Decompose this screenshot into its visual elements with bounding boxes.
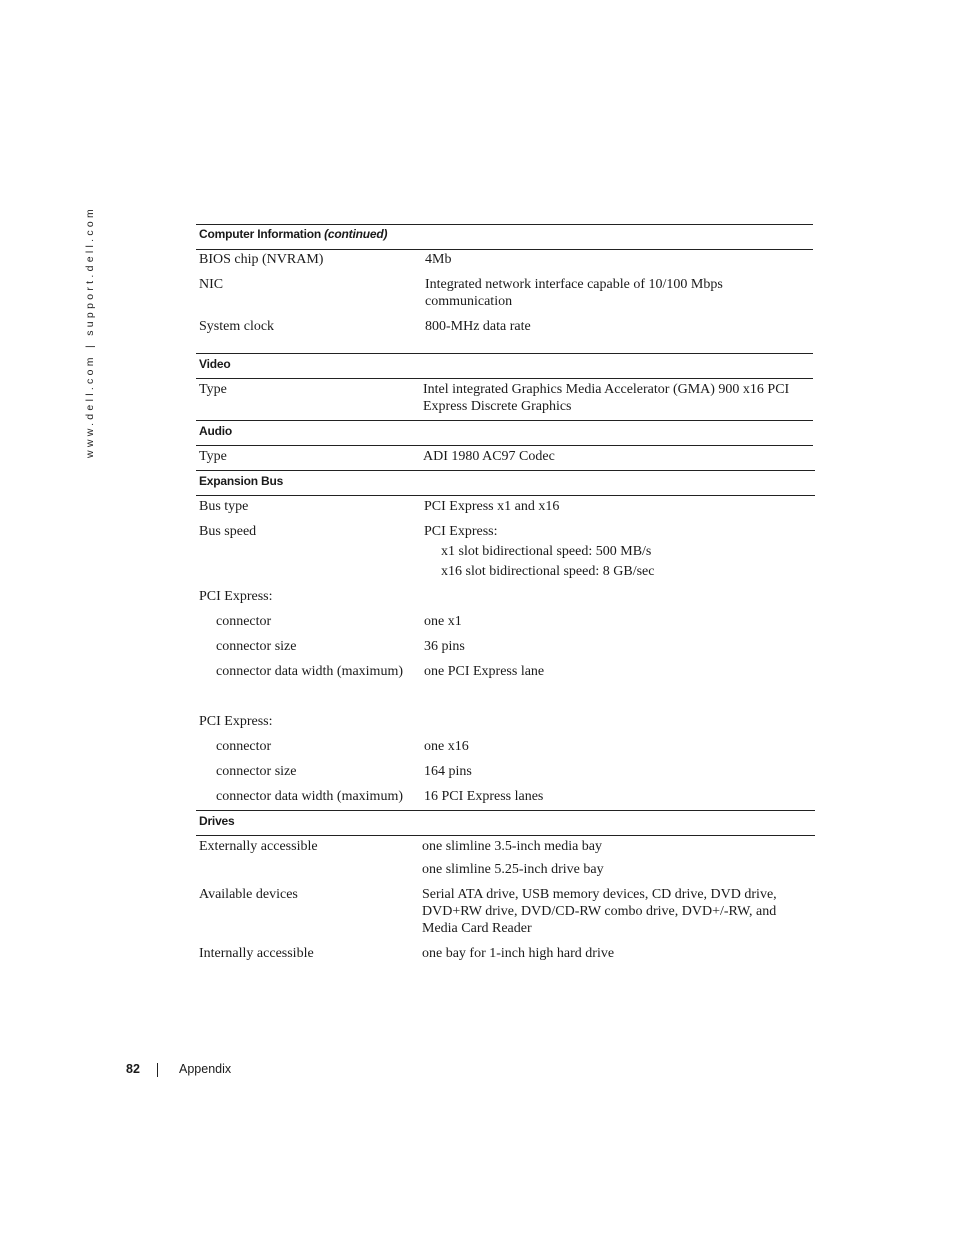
footer-title: Appendix [179,1062,232,1076]
row-value: Integrated network interface capable of 10/100 Mbps [425,277,723,292]
row-label: connector data width (maximum) [216,664,403,679]
row-label: connector size [216,764,297,779]
row-label: connector size [216,639,297,654]
row-value: Media Card Reader [422,921,532,936]
row-label: Bus type [199,499,249,514]
row-label: Type [199,449,227,464]
row-value: one PCI Express lane [424,664,545,679]
row-value: one x16 [424,739,469,754]
row-label: Internally accessible [199,946,314,961]
divider [196,378,813,379]
divider [196,420,813,421]
divider [196,249,813,250]
divider [196,353,813,354]
row-label: Bus speed [199,524,257,539]
row-value: 800-MHz data rate [425,319,531,334]
section-title-drives: Drives [199,814,235,828]
row-label: connector [216,739,272,754]
group-label: PCI Express: [199,714,273,729]
group-label: PCI Express: [199,589,273,604]
row-value: one slimline 3.5-inch media bay [422,839,603,854]
page-number: 82 [126,1062,140,1076]
row-label: Type [199,382,227,397]
row-sub-value: x1 slot bidirectional speed: 500 MB/s [441,544,652,559]
divider [196,445,813,446]
section-title-audio: Audio [199,424,232,438]
continued-label: (continued) [324,227,388,241]
row-value: PCI Express x1 and x16 [424,499,560,514]
row-value: Intel integrated Graphics Media Accelerator (GMA) 900 x16 PCI [423,382,790,397]
row-sub-value: x16 slot bidirectional speed: 8 GB/sec [441,564,655,579]
row-value: 36 pins [424,639,465,654]
row-value: 16 PCI Express lanes [424,789,544,804]
divider [196,495,815,496]
footer-separator [157,1063,158,1077]
row-value: Serial ATA drive, USB memory devices, CD drive, DVD drive, [422,887,777,902]
row-value: Express Discrete Graphics [423,399,572,414]
row-value: one x1 [424,614,462,629]
row-value: one slimline 5.25-inch drive bay [422,862,604,877]
section-title-computer-info: Computer Information (continued) [199,227,388,241]
row-value: 4Mb [425,252,452,267]
row-label: connector [216,614,272,629]
row-value: one bay for 1-inch high hard drive [422,946,615,961]
divider [196,470,815,471]
row-label: BIOS chip (NVRAM) [199,252,324,267]
row-value: DVD+RW drive, DVD/CD-RW combo drive, DVD+/-RW, and [422,904,777,919]
side-url: www.dell.com | support.dell.com [84,205,96,458]
row-value: 164 pins [424,764,472,779]
row-label: System clock [199,319,275,334]
row-label: NIC [199,277,224,292]
divider [196,224,813,225]
section-title-video: Video [199,357,231,371]
section-title-expansion-bus: Expansion Bus [199,474,284,488]
row-label: connector data width (maximum) [216,789,403,804]
row-value: ADI 1980 AC97 Codec [423,449,555,464]
row-label: Externally accessible [199,839,318,854]
divider [196,810,815,811]
row-label: Available devices [199,887,298,902]
divider [196,835,815,836]
row-value: PCI Express: [424,524,498,539]
row-value: communication [425,294,513,309]
